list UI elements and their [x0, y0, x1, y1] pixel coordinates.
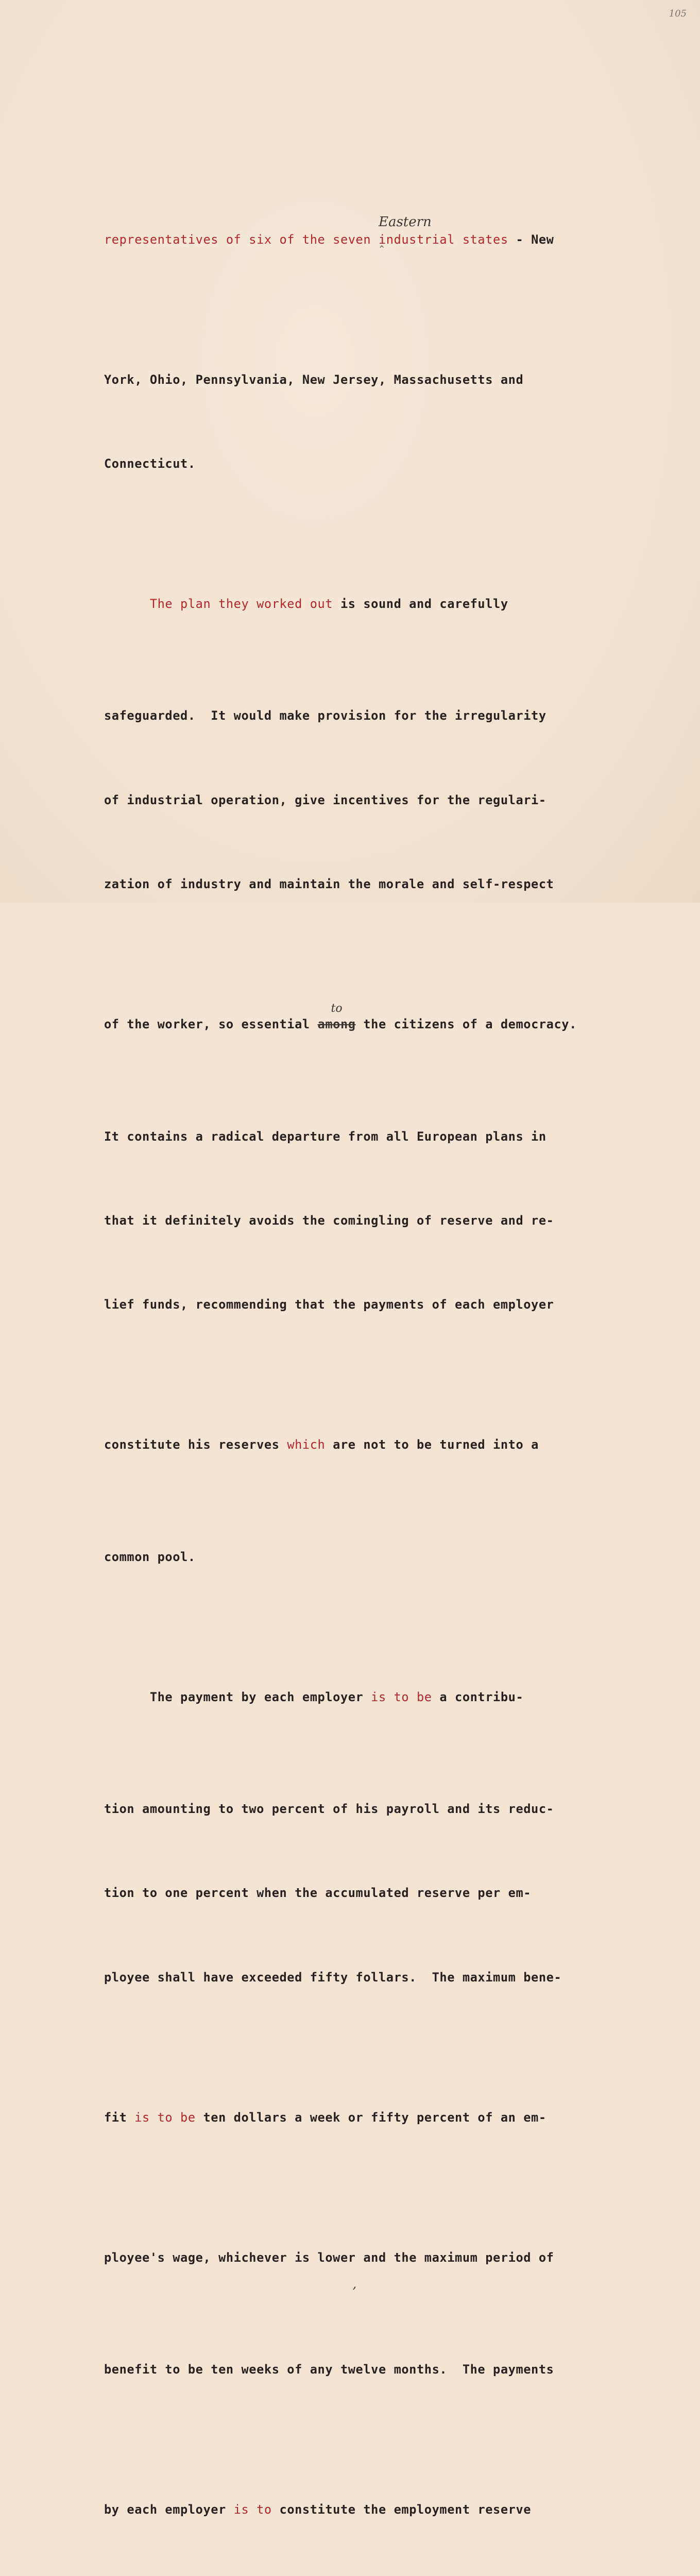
- text-line: common pool.: [104, 1549, 196, 1564]
- text-line: [104, 1683, 671, 1711]
- red-text: industrial states: [378, 232, 508, 247]
- typed-text: - New: [508, 232, 554, 247]
- handwritten-correction: to: [331, 1002, 343, 1015]
- red-text: which: [287, 1437, 326, 1452]
- text-line: York, Ohio, Pennsylvania, New Jersey, Massachusetts and: [104, 372, 524, 387]
- text-line: [104, 1431, 671, 1459]
- text-line: tion amounting to two percent of his payroll and its reduc-: [104, 1802, 554, 1817]
- typed-text: is sound and carefully: [333, 596, 508, 611]
- text-line: [104, 2496, 671, 2523]
- text-line: [104, 1002, 671, 1038]
- struck-word: among: [317, 1016, 356, 1031]
- typed-text: constitute his reserves: [104, 1437, 287, 1452]
- paragraph-indent: [104, 597, 150, 611]
- text-line: ployee shall have exceeded fifty follars. The maximum bene-: [104, 1970, 562, 1985]
- typed-text: a contribu-: [432, 1689, 524, 1704]
- typed-text: The payment by each employer: [104, 1689, 371, 1704]
- text-line: Connecticut.: [104, 456, 196, 471]
- text-line: [104, 590, 671, 618]
- typed-text: and the maximum period of: [355, 2250, 554, 2265]
- red-text: is to be: [134, 2110, 196, 2125]
- typed-text: are not to be turned into a: [325, 1437, 539, 1452]
- typed-text: the citizens of a democracy.: [355, 1016, 577, 1031]
- text-line: tion to one percent when the accumulated reserve per em-: [104, 1886, 532, 1901]
- text-line: benefit to be ten weeks of any twelve months. The payments: [104, 2362, 554, 2377]
- typed-text: fit: [104, 2110, 135, 2125]
- handwritten-comma: ,: [352, 2276, 357, 2291]
- text-line: [104, 214, 671, 253]
- text-line: zation of industry and maintain the morale and self-respect: [104, 876, 554, 891]
- text-line: [104, 2244, 671, 2291]
- typed-text-body: [104, 113, 671, 2576]
- handwritten-insert: Eastern: [378, 214, 432, 230]
- text-line: [104, 2104, 671, 2131]
- typed-text: ployee's wage, whichever is lower: [104, 2250, 356, 2265]
- text-line: It contains a radical departure from all European plans in: [104, 1129, 547, 1144]
- caret-mark: ^: [379, 244, 384, 253]
- text-line: that it definitely avoids the comingling of reserve and re-: [104, 1213, 554, 1228]
- red-text: is to be: [371, 1689, 432, 1704]
- red-text: representatives of six of the seven: [104, 232, 379, 247]
- insertion-point: [378, 214, 508, 253]
- text-line: safeguarded. It would make provision for the irregularity: [104, 708, 547, 723]
- red-text: The plan they worked out: [149, 596, 333, 611]
- text-line: lief funds, recommending that the payments of each employer: [104, 1297, 554, 1312]
- correction: [317, 1002, 356, 1038]
- text-line: of industrial operation, give incentives for the regulari-: [104, 792, 547, 807]
- typed-text: ten dollars a week or fifty percent of an em-: [195, 2110, 547, 2125]
- typed-text: by each employer: [104, 2502, 234, 2517]
- typed-text: constitute the employment reserve: [271, 2502, 532, 2517]
- red-text: is to: [233, 2502, 272, 2517]
- typed-text: of the worker, so essential: [104, 1016, 318, 1031]
- page-number: 105: [669, 8, 687, 19]
